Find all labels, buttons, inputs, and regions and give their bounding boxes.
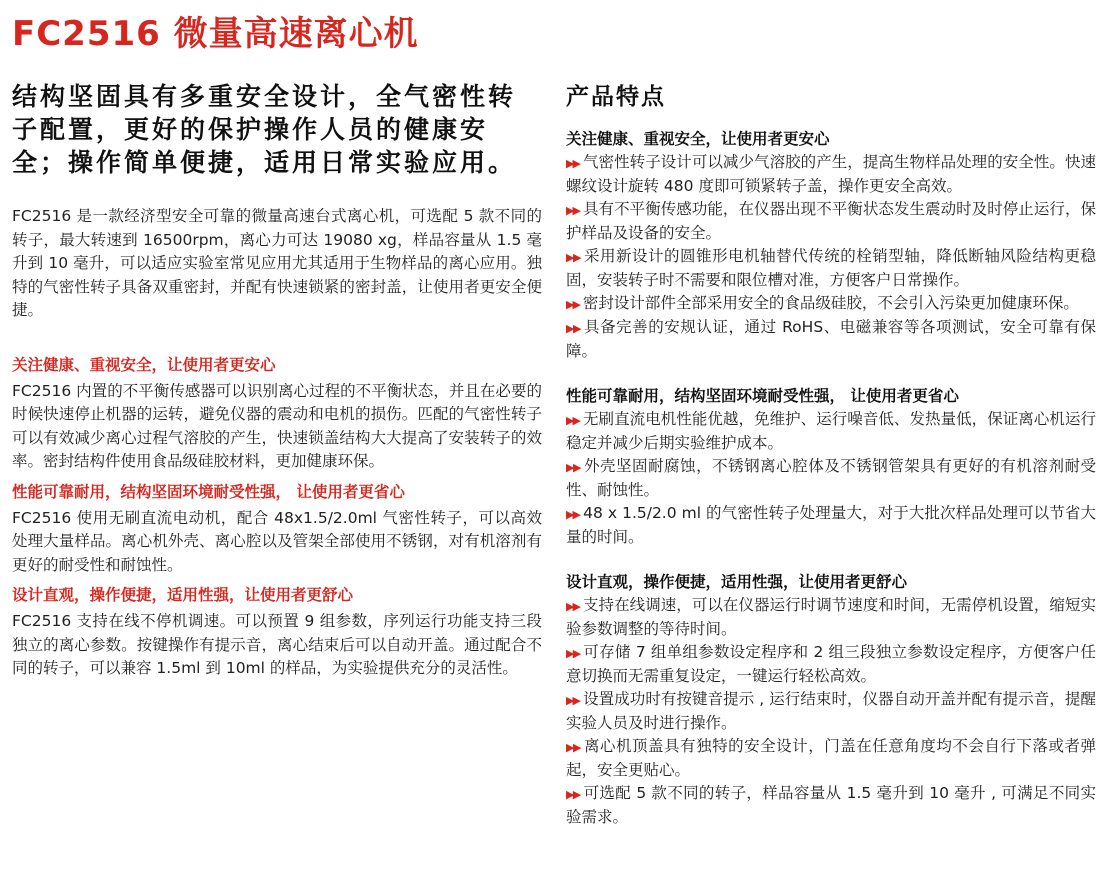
double-arrow-icon: ▶▶ [566, 322, 581, 335]
feature-item: ▶▶ 可选配 5 款不同的转子，样品容量从 1.5 毫升到 10 毫升 , 可满足不同实验需求。 [566, 784, 1096, 826]
feature-item: ▶▶ 无刷直流电机性能优越，免维护、运行噪音低、发热量低，保证离心机运行稳定并减少后期实验维护成本。 [566, 410, 1096, 452]
feature-item: ▶▶ 具有不平衡传感功能，在仪器出现不平衡状态发生震动时及时停止运行，保护样品及设备的安全。 [566, 200, 1096, 242]
double-arrow-icon: ▶▶ [566, 461, 580, 474]
double-arrow-icon: ▶▶ [566, 508, 580, 521]
double-arrow-icon: ▶▶ [566, 788, 580, 801]
feature-item: ▶▶ 设置成功时有按键音提示 , 运行结束时，仪器自动开盖并配有提示音，提醒实验人员及时进行操作。 [566, 690, 1096, 732]
feature-item: ▶▶ 支持在线调速，可以在仪器运行时调节速度和时间，无需停机设置，缩短实验参数调整的等待时间。 [566, 596, 1096, 638]
left-section-heading: 设计直观，操作便捷，适用性强，让使用者更舒心 [12, 586, 354, 604]
left-section-text: FC2516 支持在线不停机调速。可以预置 9 组参数，序列运行功能支持三段独立的离心参数。按键操作有提示音，离心结束后可以自动开盖。通过配合不同的转子，可以兼容 1.5ml 到 10ml 的样品，为实验提供充分的灵活性。 [12, 612, 542, 677]
feature-item: ▶▶ 气密性转子设计可以减少气溶胶的产生，提高生物样品处理的安全性。快速螺纹设计旋转 480 度即可锁紧转子盖，操作更安全高效。 [566, 153, 1096, 195]
intro-paragraph: FC2516 是一款经济型安全可靠的微量高速台式离心机，可选配 5 款不同的转子，最大转速到 16500rpm，离心力可达 19080 xg，样品容量从 1.5 毫升到 10 毫升，可以适应实验室常见应用尤其适用于生物样品的离心应用。独特的气密性转子具备双重密封，并配有快速锁紧的密封盖，让使用者更安全便捷。 [12, 207, 542, 319]
feature-section-heading: 关注健康、重视安全，让使用者更安心 [566, 130, 830, 148]
feature-section-heading: 性能可靠耐用，结构坚固环境耐受性强， 让使用者更省心 [566, 387, 959, 405]
double-arrow-icon: ▶▶ [566, 157, 580, 170]
double-arrow-icon: ▶▶ [566, 298, 579, 311]
lead-statement: 结构坚固具有多重安全设计，全气密性转子配置，更好的保护操作人员的健康安全；操作简单便捷，适用日常实验应用。 [12, 82, 517, 177]
double-arrow-icon: ▶▶ [566, 647, 580, 660]
left-section-text: FC2516 内置的不平衡传感器可以识别离心过程的不平衡状态，并且在必要的时候快速停止机器的运转，避免仪器的震动和电机的损伤。匹配的气密性转子可以有效减少离心过程气溶胶的产生，快速锁盖结构大大提高了安装转子的效率。密封结构件使用食品级硅胶材料，更加健康环保。 [12, 381, 542, 470]
feature-item: ▶▶ 具备完善的安规认证，通过 RoHS、电磁兼容等各项测试，安全可靠有保障。 [566, 318, 1097, 360]
feature-item: ▶▶ 采用新设计的圆锥形电机轴替代传统的栓销型轴，降低断轴风险结构更稳固，安装转子时不需要和限位槽对准，方便客户日常操作。 [566, 247, 1096, 289]
double-arrow-icon: ▶▶ [566, 741, 580, 754]
double-arrow-icon: ▶▶ [566, 694, 580, 707]
feature-section [566, 385, 1096, 549]
features-column [566, 80, 1096, 829]
double-arrow-icon: ▶▶ [566, 600, 580, 613]
feature-item: ▶▶ 可存储 7 组单组参数设定程序和 2 组三段独立参数设定程序，方便客户任意切换而无需重复设定，一键运行轻松高效。 [566, 643, 1097, 685]
left-section-heading: 性能可靠耐用，结构坚固环境耐受性强， 让使用者更省心 [12, 482, 405, 501]
left-section-text: FC2516 使用无刷直流电动机，配合 48x1.5/2.0ml 气密性转子，可以高效处理大量样品。离心机外壳、离心腔以及管架全部使用不锈钢，对有机溶剂有更好的耐受性和耐蚀性。 [12, 508, 542, 574]
feature-section-heading: 设计直观，操作便捷，适用性强，让使用者更舒心 [566, 573, 908, 591]
double-arrow-icon: ▶▶ [566, 414, 580, 427]
double-arrow-icon: ▶▶ [566, 251, 580, 264]
feature-item: ▶▶ 离心机顶盖具有独特的安全设计，门盖在任意角度均不会自行下落或者弹起，安全更贴心。 [566, 737, 1096, 779]
features-title: 产品特点 [566, 84, 666, 110]
page-title: FC2516 微量高速离心机 [12, 14, 419, 54]
double-arrow-icon: ▶▶ [566, 204, 580, 217]
feature-section [566, 571, 1096, 829]
feature-section [566, 128, 1096, 363]
feature-item: ▶▶ 48 x 1.5/2.0 ml 的气密性转子处理量大，对于大批次样品处理可以节省大量的时间。 [566, 504, 1096, 546]
left-section-heading: 关注健康、重视安全，让使用者更安心 [12, 355, 276, 374]
feature-item: ▶▶ 外壳坚固耐腐蚀，不锈钢离心腔体及不锈钢管架具有更好的有机溶剂耐受性、耐蚀性。 [566, 457, 1096, 499]
left-column [12, 205, 542, 681]
feature-item: ▶▶ 密封设计部件全部采用安全的食品级硅胶，不会引入污染更加健康环保。 [566, 294, 1079, 312]
